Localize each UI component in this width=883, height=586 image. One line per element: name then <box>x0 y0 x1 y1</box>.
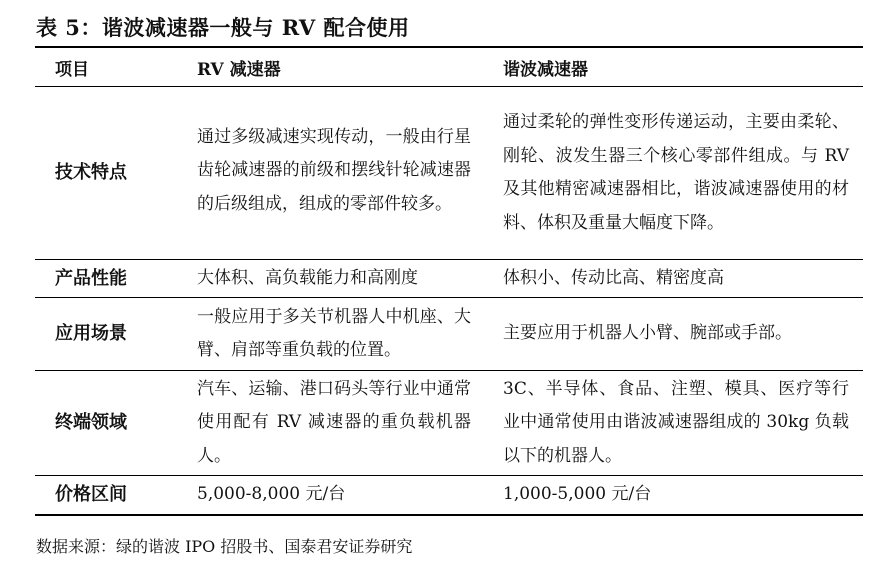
cell-rv-end-markets <box>161 371 491 476</box>
text-rv-application-scenarios: 一般应用于多关节机器人中机座、大臂、肩部等重负载的位置。 <box>197 306 471 360</box>
table-row-price-range <box>35 476 863 516</box>
cell-harmonic-end-markets <box>491 371 863 476</box>
data-source-note: 数据来源：绿的谐波 IPO 招股书、国泰君安证券研究 <box>36 537 413 556</box>
table-row-product-performance <box>35 260 863 298</box>
cell-rv-application-scenarios <box>161 298 491 371</box>
table-caption: 表 5：谐波减速器一般与 RV 配合使用 <box>36 15 410 40</box>
row-label-technical-features: 技术特点 <box>35 87 161 260</box>
cell-harmonic-technical-features <box>491 87 863 260</box>
row-label-end-markets: 终端领域 <box>35 371 161 476</box>
cell-harmonic-price-range <box>491 476 863 516</box>
header-item: 项目 <box>35 47 161 87</box>
table-row-end-markets <box>35 371 863 476</box>
row-label-product-performance: 产品性能 <box>35 260 161 298</box>
text-harmonic-product-performance: 体积小、传动比高、精密度高 <box>503 267 724 288</box>
text-harmonic-price-range: 1,000-5,000 元/台 <box>503 484 652 505</box>
row-label-application-scenarios: 应用场景 <box>35 298 161 371</box>
table-row-technical-features <box>35 87 863 260</box>
header-harmonic-reducer: 谐波减速器 <box>491 47 863 87</box>
header-rv-reducer: RV 减速器 <box>161 47 491 87</box>
cell-harmonic-application-scenarios <box>491 298 863 371</box>
text-harmonic-application-scenarios: 主要应用于机器人小臂、腕部或手部。 <box>503 323 792 344</box>
table-row-application-scenarios <box>35 298 863 371</box>
text-rv-technical-features: 通过多级减速实现传动，一般由行星齿轮减速器的前级和摆线针轮减速器的后级组成，组成的零部件较多。 <box>197 126 471 214</box>
text-rv-end-markets: 汽车、运输、港口码头等行业中通常使用配有 RV 减速器的重负载机器人。 <box>197 378 471 466</box>
cell-rv-price-range <box>161 476 491 516</box>
text-harmonic-end-markets: 3C、半导体、食品、注塑、模具、医疗等行业中通常使用由谐波减速器组成的 30kg 负载以下的机器人。 <box>503 378 849 466</box>
cell-rv-product-performance <box>161 260 491 298</box>
cell-rv-technical-features <box>161 87 491 260</box>
row-label-price-range: 价格区间 <box>55 484 127 506</box>
text-harmonic-technical-features: 通过柔轮的弹性变形传递运动，主要由柔轮、刚轮、波发生器三个核心零部件组成。与 RV 及其他精密减速器相比，谐波减速器使用的材料、体积及重量大幅度下降。 <box>503 112 849 233</box>
text-rv-price-range: 5,000-8,000 元/台 <box>197 484 346 505</box>
table-header-row <box>35 47 863 87</box>
cell-harmonic-product-performance <box>491 260 863 298</box>
text-rv-product-performance: 大体积、高负载能力和高刚度 <box>197 267 418 288</box>
comparison-table <box>35 46 863 516</box>
